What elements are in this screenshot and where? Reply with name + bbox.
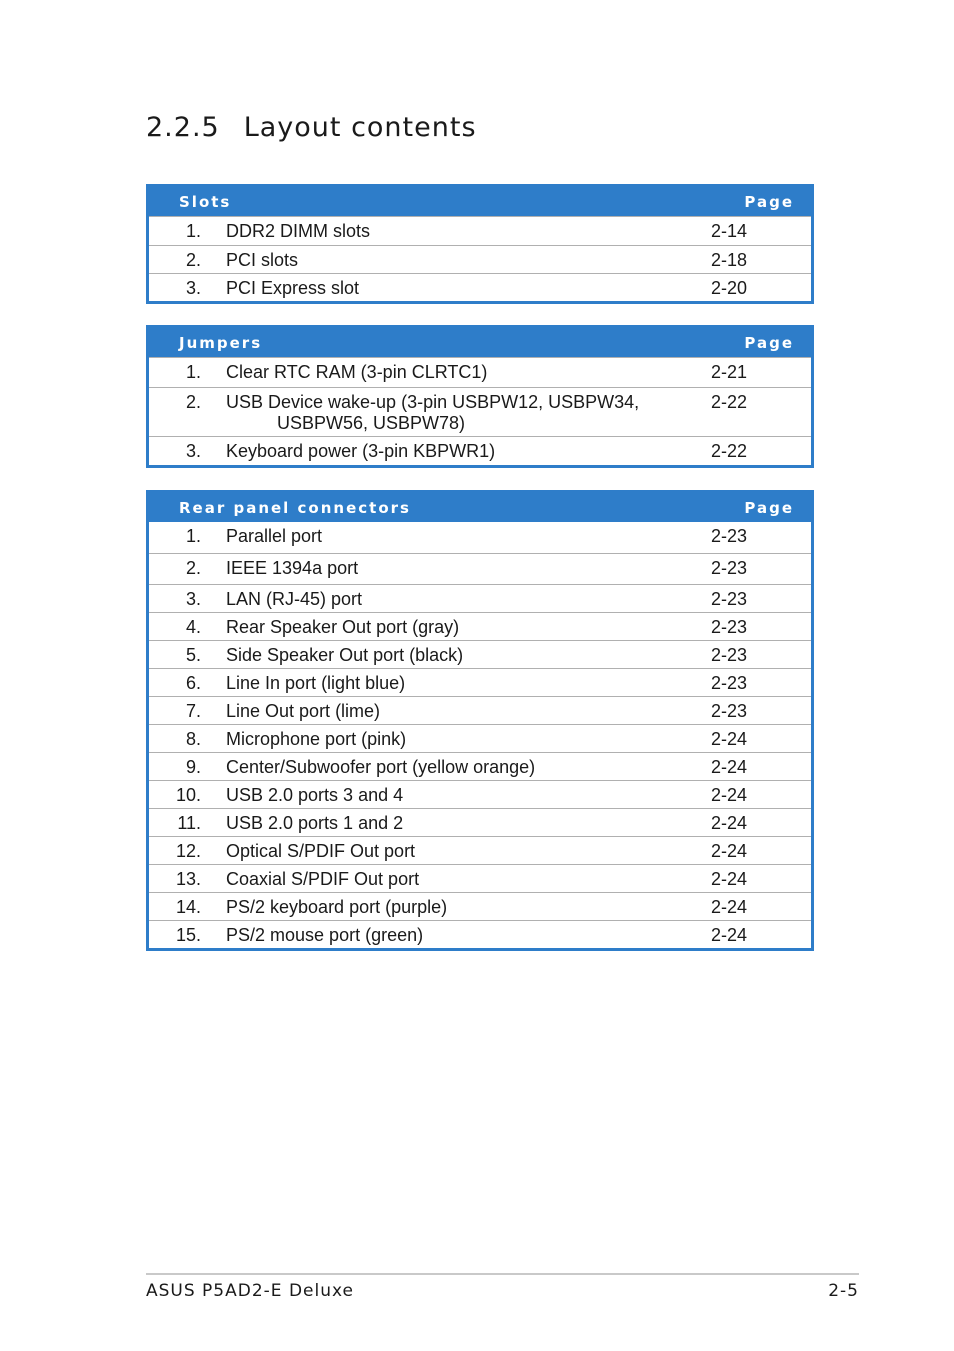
row-page: 2-14 xyxy=(711,221,748,241)
row-text xyxy=(201,392,707,436)
row-text-line1: USB Device wake-up (3-pin USBPW12, USBPW34, xyxy=(226,392,640,412)
table-row xyxy=(149,640,811,668)
row-text: PS/2 mouse port (green) xyxy=(226,925,424,945)
table-row xyxy=(149,273,811,301)
row-text: IEEE 1394a port xyxy=(226,558,359,578)
row-page: 2-24 xyxy=(711,785,748,805)
row-page: 2-23 xyxy=(711,673,748,693)
row-text: Parallel port xyxy=(226,526,323,546)
row-text: Keyboard power (3-pin KBPWR1) xyxy=(226,441,496,461)
row-page: 2-23 xyxy=(711,558,748,578)
row-text: Rear Speaker Out port (gray) xyxy=(226,617,460,637)
row-text: Optical S/PDIF Out port xyxy=(226,841,416,861)
table-row xyxy=(149,553,811,584)
table-row xyxy=(149,357,811,387)
jumpers-page-header: Page xyxy=(744,334,794,352)
row-page: 2-23 xyxy=(711,526,748,546)
section-title-text: Layout contents xyxy=(243,112,477,143)
table-row xyxy=(149,724,811,752)
row-number: 7. xyxy=(185,701,201,721)
row-number: 9. xyxy=(185,757,201,777)
table-row xyxy=(149,780,811,808)
row-page: 2-22 xyxy=(711,441,748,461)
row-text-line2: USBPW56, USBPW78) xyxy=(277,413,466,433)
row-number: 11. xyxy=(177,813,201,833)
row-page: 2-18 xyxy=(711,250,748,270)
jumpers-table xyxy=(146,325,814,468)
row-number: 15. xyxy=(175,925,201,945)
table-row xyxy=(149,920,811,948)
row-number: 13. xyxy=(175,869,201,889)
table-row xyxy=(149,752,811,780)
table-row xyxy=(149,696,811,724)
row-text: PCI slots xyxy=(226,250,299,270)
footer-product: ASUS P5AD2-E Deluxe xyxy=(146,1281,354,1301)
row-text: Side Speaker Out port (black) xyxy=(226,645,464,665)
row-number: 10. xyxy=(175,785,201,805)
row-number: 6. xyxy=(185,673,201,693)
table-row xyxy=(149,892,811,920)
section-number: 2.2.5 xyxy=(146,112,220,143)
row-page: 2-24 xyxy=(711,925,748,945)
slots-header-label: Slots xyxy=(179,193,232,211)
row-page: 2-24 xyxy=(711,729,748,749)
row-page: 2-24 xyxy=(711,841,748,861)
table-row xyxy=(149,387,811,436)
row-page: 2-22 xyxy=(711,392,748,412)
slots-table xyxy=(146,184,814,304)
row-number: 3. xyxy=(185,589,201,609)
rear-header-label: Rear panel connectors xyxy=(179,499,411,517)
row-page: 2-21 xyxy=(711,362,748,382)
row-page: 2-23 xyxy=(711,645,748,665)
row-text: Clear RTC RAM (3-pin CLRTC1) xyxy=(226,362,488,382)
row-text: Coaxial S/PDIF Out port xyxy=(226,869,420,889)
footer-divider xyxy=(146,1273,859,1275)
row-number: 2. xyxy=(185,250,201,270)
rear-panel-table-header xyxy=(146,490,814,522)
row-text: PCI Express slot xyxy=(226,278,360,298)
table-row xyxy=(149,522,811,553)
row-number: 12. xyxy=(175,841,201,861)
row-number: 3. xyxy=(185,278,201,298)
section-title xyxy=(146,112,477,143)
row-number: 5. xyxy=(185,645,201,665)
slots-page-header: Page xyxy=(744,193,794,211)
row-number: 1. xyxy=(185,221,201,241)
row-text: Microphone port (pink) xyxy=(226,729,407,749)
row-page: 2-24 xyxy=(711,813,748,833)
table-row xyxy=(149,584,811,612)
row-text: Center/Subwoofer port (yellow orange) xyxy=(226,757,536,777)
row-page: 2-23 xyxy=(711,589,748,609)
rear-page-header: Page xyxy=(744,499,794,517)
table-row xyxy=(149,245,811,273)
row-number: 8. xyxy=(185,729,201,749)
row-number: 4. xyxy=(185,617,201,637)
rear-panel-table xyxy=(146,490,814,951)
row-page: 2-24 xyxy=(711,897,748,917)
row-text: USB 2.0 ports 3 and 4 xyxy=(226,785,404,805)
table-row xyxy=(149,436,811,465)
jumpers-table-header xyxy=(146,325,814,357)
row-text: Line In port (light blue) xyxy=(226,673,406,693)
row-number: 1. xyxy=(185,526,201,546)
row-number: 3. xyxy=(185,441,201,461)
row-number: 2. xyxy=(185,392,201,412)
row-page: 2-24 xyxy=(711,869,748,889)
row-page: 2-23 xyxy=(711,701,748,721)
table-row xyxy=(149,668,811,696)
row-number: 2. xyxy=(185,558,201,578)
row-page: 2-23 xyxy=(711,617,748,637)
row-text: PS/2 keyboard port (purple) xyxy=(226,897,448,917)
row-text: LAN (RJ-45) port xyxy=(226,589,363,609)
row-text: USB 2.0 ports 1 and 2 xyxy=(226,813,404,833)
row-page: 2-24 xyxy=(711,757,748,777)
row-text: DDR2 DIMM slots xyxy=(226,221,371,241)
table-row xyxy=(149,864,811,892)
slots-table-header xyxy=(146,184,814,216)
table-row xyxy=(149,836,811,864)
table-row xyxy=(149,808,811,836)
row-text: Line Out port (lime) xyxy=(226,701,381,721)
table-row xyxy=(149,216,811,245)
table-row xyxy=(149,612,811,640)
row-number: 14. xyxy=(175,897,201,917)
row-number: 1. xyxy=(185,362,201,382)
footer-page-number: 2-5 xyxy=(828,1281,859,1301)
jumpers-header-label: Jumpers xyxy=(179,334,263,352)
row-page: 2-20 xyxy=(711,278,748,298)
